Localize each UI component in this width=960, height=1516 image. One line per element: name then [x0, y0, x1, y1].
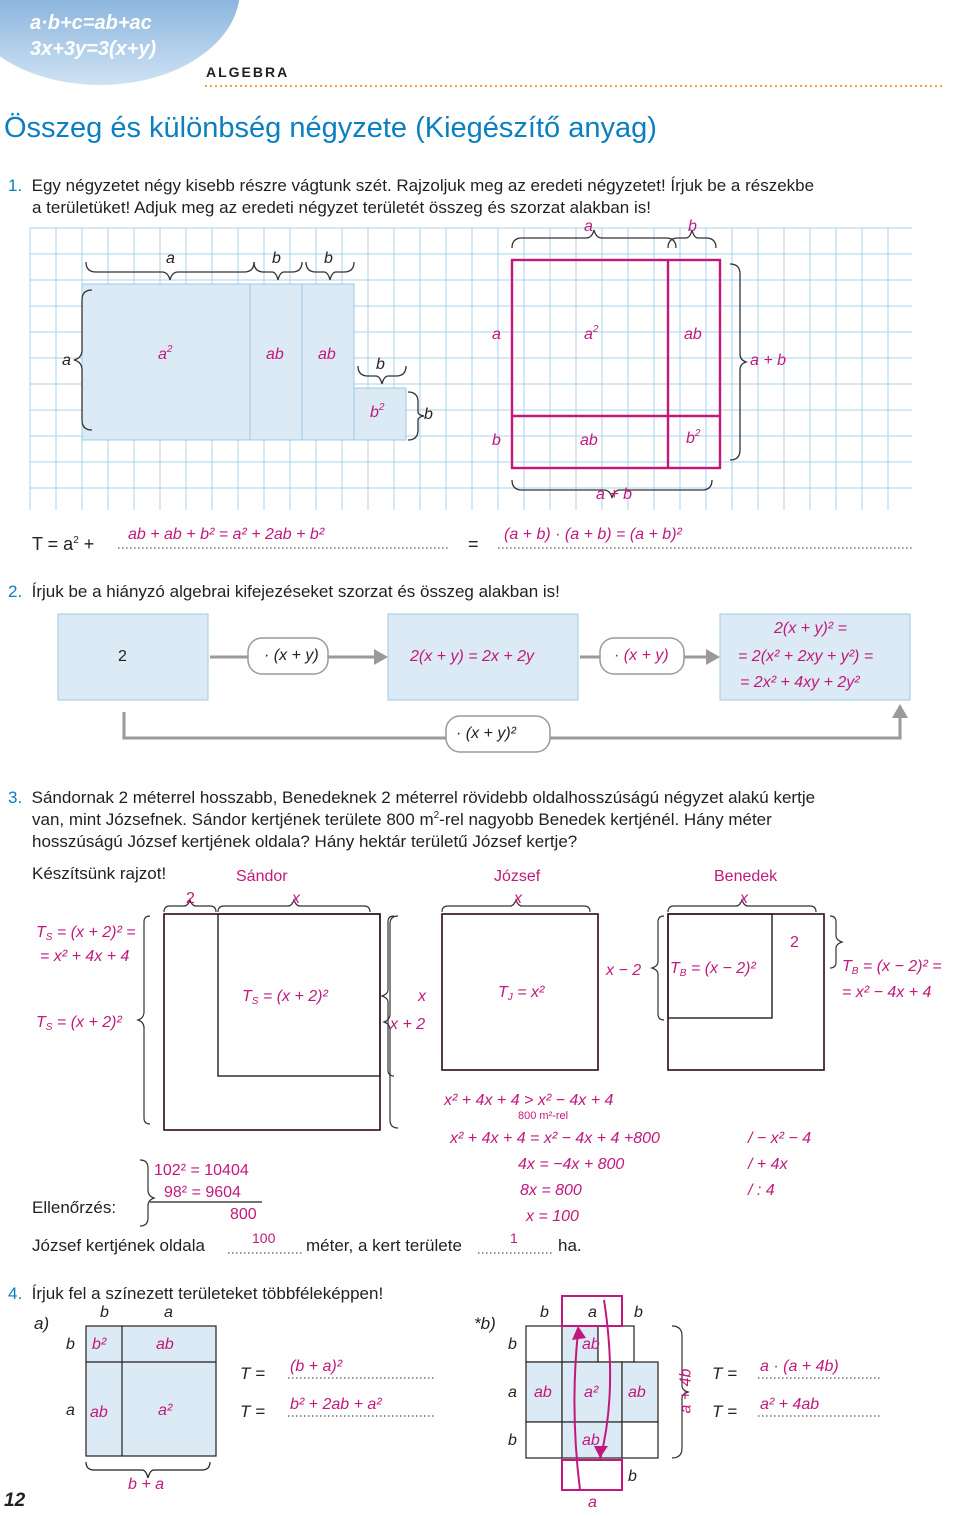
ex4-a-ab2: ab [90, 1404, 108, 1421]
ex4-b-side-a: a [508, 1384, 517, 1401]
ex1-right-sum-bottom: a + b [596, 486, 633, 503]
ex2-box3-line2: = 2(x² + 2xy + y²) = [738, 648, 874, 665]
ex1-left-b-side: b [424, 406, 433, 423]
ex4-b-ab-bot: ab [582, 1432, 600, 1449]
ex2-box3-line1: 2(x + y)² = [774, 620, 847, 637]
logo-text: a·b+c=ab+ac 3x+3y=3(x+y) [30, 12, 157, 60]
ex4-b-T2: T = [712, 1402, 738, 1421]
ex1-formula-answer2: (a + b) · (a + b) = (a + b)² [504, 526, 682, 543]
ex3-final-a: József kertjének oldala [32, 1236, 205, 1255]
ex4-b-a2: a² [584, 1384, 599, 1401]
ex4-b-vert: a + 4b [677, 1368, 695, 1414]
ex1-right-top-b: b [688, 218, 697, 235]
ex4-b-top-b1: b [540, 1304, 549, 1321]
ex1-right-sum-right: a + b [750, 352, 787, 369]
ex2-line: 2. Írjuk be a hiányzó algebrai kifejezéseket szorzat és összeg alakban is! [8, 582, 560, 601]
ex3-eq2-op: / − x² − 4 [748, 1130, 812, 1147]
ex3-final-v1: 100 [252, 1230, 276, 1246]
ex3-b-right2: 2 [790, 934, 799, 951]
ex3-line3: hosszúságú József kertjének oldala? Hány hektár területű József kertje? [32, 832, 578, 851]
ex1-line1 [8, 174, 814, 198]
ex3-eq4-op: / : 4 [748, 1182, 775, 1199]
ex4-a-label: a) [34, 1314, 50, 1333]
ex2-box1: 2 [118, 648, 127, 665]
ex3-draw: Készítsünk rajzot! [32, 864, 167, 883]
ex4-a-b2: b² [92, 1336, 107, 1353]
ex1-right-a2: $a^2$ [584, 324, 599, 343]
ex3-line1: 3. Sándornak 2 méterrel hosszabb, Benedeknek 2 méterrel rövidebb oldalhosszúságú négyzet alakú kertje [8, 788, 816, 807]
ex1-left-ab1: ab [266, 346, 284, 363]
ex4-a-ans1: (b + a)² [290, 1358, 343, 1375]
ex4-b-ans2: a² + 4ab [760, 1396, 820, 1413]
ex4-b-ab-r: ab [628, 1384, 646, 1401]
ex1-text1: Egy négyzetet négy kisebb részre vágtunk szét. Rajzoljuk meg az eredeti négyzetet! Írjuk be a részekbe [31, 176, 815, 195]
ex3-check-label: Ellenőrzés: [32, 1198, 117, 1217]
ex4-a-top-a: a [164, 1304, 173, 1321]
ex4-a-top-b: b [100, 1304, 109, 1321]
ex1-formula-lead: $T = a^2$ + [32, 534, 95, 554]
ex4-b-side-b1: b [508, 1336, 517, 1353]
ex3-ts1: $T_S = (x + 2)^2$ = [36, 924, 136, 943]
ex3-eq1-note: 800 m²-rel [518, 1110, 569, 1122]
ex1-right-ab-top: ab [684, 326, 702, 343]
page-title: Összeg és különbség négyzete (Kiegészítő anyag) [4, 112, 657, 144]
ex3-check1: 102² = 10404 [154, 1162, 249, 1179]
ex4-b-label: *b) [474, 1314, 496, 1333]
ex3-ts3: $T_S = (x + 2)^2$ [36, 1014, 122, 1033]
ex3-b-side: x − 2 [606, 962, 642, 979]
ex4-a-T2: T = [240, 1402, 266, 1421]
ex1-right-side-b: b [492, 432, 501, 449]
ex4-a-side-b: b [66, 1336, 75, 1353]
ex4-b-side-b2: b [508, 1432, 517, 1449]
ex4-b-bottom-a: a [588, 1494, 597, 1511]
ex3-tb: $T_B = (x - 2)^2$ [670, 960, 756, 979]
ex3-sandor: Sándor [236, 868, 288, 885]
page-number: 12 [4, 1490, 26, 1511]
ex4-b-T1: T = [712, 1364, 738, 1383]
ex1-left-b2: $b^2$ [370, 402, 385, 421]
ex4-b-top-a: a [588, 1304, 597, 1321]
ex4-b-bottom-b: b [628, 1468, 637, 1485]
ex3-jozsef: József [494, 868, 541, 885]
ex1-number: 1. [8, 176, 23, 195]
ex3-tb-r1: $T_B = (x - 2)^2$ = [842, 958, 942, 977]
ex1-left-a2: $a^2$ [158, 344, 173, 363]
ex1-left-top-b2: b [324, 250, 333, 267]
ex3-ts-inside: $T_S = (x + 2)^2$ [242, 988, 328, 1007]
ex3-tb-r2: = x² − 4x + 4 [842, 984, 932, 1001]
ex4-a-a2: a² [158, 1402, 173, 1419]
ex3-side-x: x [418, 988, 426, 1005]
ex4-b-ab-l: ab [534, 1384, 552, 1401]
ex3-eq5: x = 100 [526, 1208, 579, 1225]
ex3-eq3-op: / + 4x [748, 1156, 788, 1173]
ex4-b-ab-top: ab [582, 1336, 600, 1353]
ex2-box3-line3: = 2x² + 4xy + 2y² [740, 674, 860, 691]
ex3-eq3: 4x = −4x + 800 [518, 1156, 625, 1173]
ex1-formula-answer: ab + ab + b² = a² + 2ab + b² [128, 526, 325, 543]
ex2-op-back: · (x + y)² [456, 725, 516, 742]
ex4-a-side-a: a [66, 1402, 75, 1419]
ex4-a-T1: T = [240, 1364, 266, 1383]
ex1-formula-eq: = [468, 534, 479, 554]
ex3-check2: 98² = 9604 [164, 1184, 241, 1201]
section-label: ALGEBRA [206, 64, 290, 80]
ex3-b-topx: x [740, 890, 748, 907]
ex4-line: 4. Írjuk fel a színezett területeket többféleképpen! [8, 1284, 384, 1303]
ex1-right-side-a: a [492, 326, 501, 343]
ex3-ts2: = x² + 4x + 4 [40, 948, 130, 965]
ex3-side-x2: x + 2 [390, 1016, 426, 1033]
ex3-j-topx: x [514, 890, 522, 907]
ex1-right-top-a: a [584, 218, 593, 235]
ex3-eq1: x² + 4x + 4 > x² − 4x + 4 [444, 1092, 614, 1109]
ex3-tj: $T_J = x^2$ [498, 984, 545, 1003]
ex4-a-bottom: b + a [128, 1476, 165, 1493]
ex3-eq4: 8x = 800 [520, 1182, 582, 1199]
ex3-eq2: x² + 4x + 4 = x² − 4x + 4 +800 [450, 1130, 660, 1147]
ex3-line2: van, mint Józsefnek. Sándor kertjének területe 800 $m^2$-rel nagyobb Benedek kertjénél. Hány méter [32, 810, 772, 829]
ex2-op2: · (x + y) [614, 647, 669, 664]
ex1-left-top-b1: b [272, 250, 281, 267]
ex3-final-v2: 1 [510, 1230, 518, 1246]
ex1-right-b2: $b^2$ [686, 428, 701, 447]
ex3-check3: 800 [230, 1206, 257, 1223]
ex1-left-ab2: ab [318, 346, 336, 363]
ex1-left-b-mid: b [376, 356, 385, 373]
ex3-final-c: ha. [558, 1236, 582, 1255]
ex1-left-side-a: a [62, 352, 71, 369]
ex1-left-top-a: a [166, 250, 175, 267]
ex2-box2: 2(x + y) = 2x + 2y [410, 648, 535, 665]
ex3-benedek: Benedek [714, 868, 778, 885]
ex3-s-top2: 2 [186, 890, 195, 907]
ex1-right-ab-bottom: ab [580, 432, 598, 449]
ex4-a-ab1: ab [156, 1336, 174, 1353]
ex3-final-b: méter, a kert területe [306, 1236, 462, 1255]
ex4-a-ans2: b² + 2ab + a² [290, 1396, 382, 1413]
ex2-op1: · (x + y) [264, 647, 319, 664]
ex3-s-topx: x [292, 890, 300, 907]
ex1-line2: a területüket! Adjuk meg az eredeti négyzet területét összeg és szorzat alakban is! [32, 198, 651, 217]
ex4-b-top-b2: b [634, 1304, 643, 1321]
ex4-b-ans1: a · (a + 4b) [760, 1358, 839, 1375]
